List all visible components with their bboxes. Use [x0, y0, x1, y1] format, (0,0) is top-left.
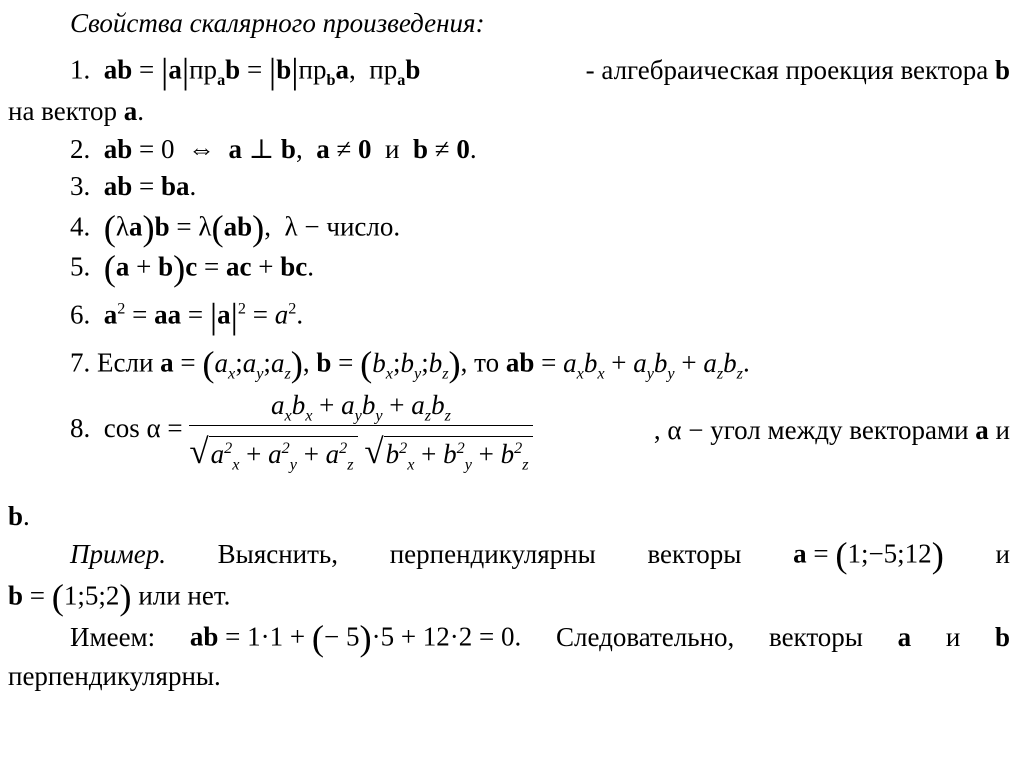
property-7: 7. Если $a = (a_x;a_y;a_z)$, $b = (b_x;b_y;b_z)$, то ab = $a_xb_x + a_yb_y + a_zb_z$.: [70, 344, 750, 384]
section-title: Свойства скалярного произведения:: [70, 8, 485, 38]
property-3: 3. ab = ba.: [70, 171, 197, 201]
property-1-text: - алгебраическая проекция вектора b: [585, 54, 1010, 85]
example-line-1: Пример. Выяснить, перпендикулярны векторы a = (1;−5;12) и: [70, 535, 1010, 575]
property-8: 8. cos α = $\frac{a_xb_x + a_yb_y + a_zb_z}{√a^2_x + a^2_y + a^2_z √b^2_x + b^2_y + b^2_z}$ , α − угол между векторами a и: [70, 390, 1010, 474]
property-4: 4. (λa)b = λ(ab), λ − число.: [70, 208, 401, 248]
property-5: 5. (a + b)c = ac + bc.: [70, 248, 314, 288]
property-1-formula: 1. ab = $|a|пр_ab = |b|пр_ba$, $пр_ab$: [70, 51, 421, 91]
result-line-2: перпендикулярны.: [8, 661, 221, 691]
property-6: 6. $a^2$ = aa = $|a|^2 = a^2$.: [70, 296, 304, 336]
example-line-2: b = (1;5;2) или нет.: [8, 577, 231, 617]
property-1-line-2: на вектор a.: [8, 96, 144, 126]
result-line-1: Имеем: ab = 1·1 + (− 5)·5 + 12·2 = 0. Следовательно, векторы a и b: [70, 618, 1010, 658]
property-2: 2. ab = 0 ⇔ a ⊥ b, a ≠ 0 и b ≠ 0.: [70, 134, 477, 164]
property-8-tail: b.: [8, 501, 30, 531]
cos-fraction: $\frac{a_xb_x + a_yb_y + a_zb_z}{√a^2_x + a^2_y + a^2_z √b^2_x + b^2_y + b^2_z}$: [189, 392, 532, 469]
property-1-line-1: [70, 53, 1010, 89]
